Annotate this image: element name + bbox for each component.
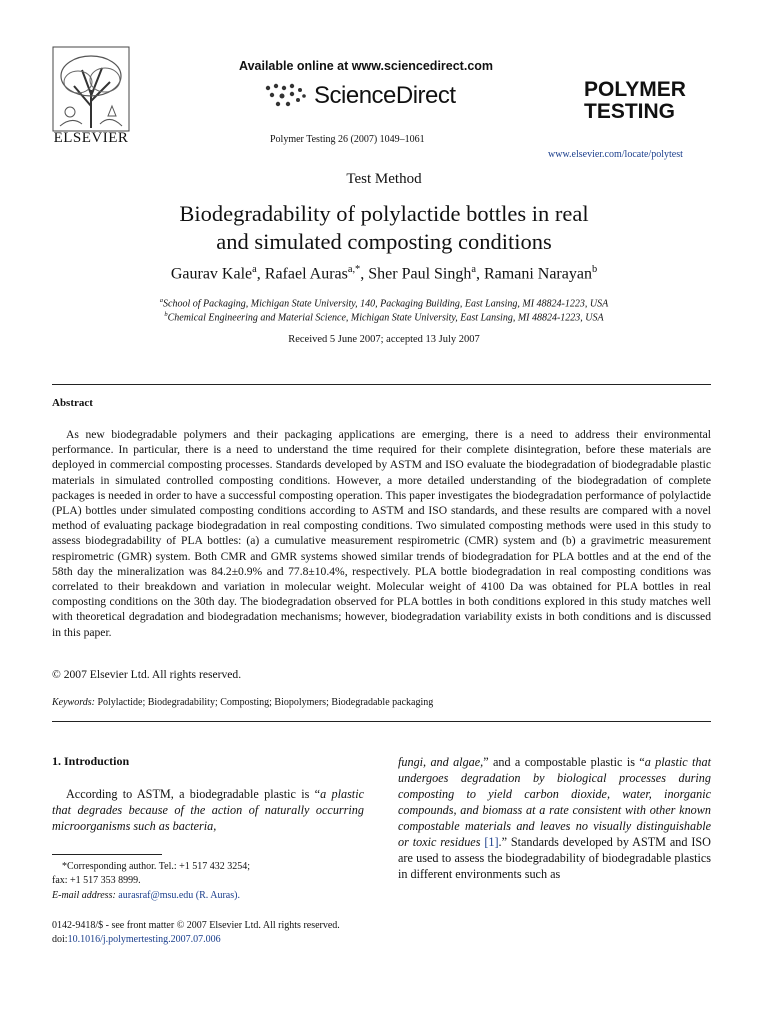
article-title <box>84 200 684 256</box>
keywords-list: Polylactide; Biodegradability; Composting; Biopolymers; Biodegradable packaging <box>97 697 434 708</box>
keywords-line <box>52 697 433 708</box>
email-link[interactable]: aurasraf@msu.edu (R. Auras). <box>118 890 240 901</box>
article-type-label: Test Method <box>346 171 422 187</box>
title-line-1: Biodegradability of polylactide bottles in real <box>179 201 589 226</box>
journal-citation: Polymer Testing 26 (2007) 1049–1061 <box>270 134 425 145</box>
author-affiliation-mark: a,* <box>347 264 361 275</box>
journal-title-line1: POLYMER <box>584 78 686 101</box>
publisher-name: ELSEVIER <box>53 130 129 146</box>
journal-title-logo <box>584 79 714 123</box>
footnote-corresponding: *Corresponding author. Tel.: +1 517 432 3254; fax: +1 517 353 8999. <box>52 861 251 886</box>
abstract-heading: Abstract <box>52 397 93 409</box>
author-affiliation-mark: a <box>471 264 476 275</box>
received-dates: Received 5 June 2007; accepted 13 July 2007 <box>288 334 480 345</box>
footnote-email: E-mail address: aurasraf@msu.edu (R. Auras). <box>52 890 240 901</box>
keywords-label: Keywords: <box>52 697 95 708</box>
reference-link[interactable]: [1] <box>484 835 499 849</box>
abstract-copyright: © 2007 Elsevier Ltd. All rights reserved. <box>52 668 242 681</box>
journal-title-line2: TESTING <box>584 100 676 123</box>
author-name[interactable]: Gaurav Kale <box>170 265 253 283</box>
divider-top <box>52 384 711 385</box>
affiliation-b: $^b$Chemical Engineering and Material Science, Michigan State University, East Lansing, MI 48824-1223, USA <box>164 311 604 324</box>
issn-line: 0142-9418/$ - see front matter © 2007 Elsevier Ltd. All rights reserved. <box>52 920 340 931</box>
journal-url-link[interactable]: www.elsevier.com/locate/polytest <box>548 149 683 160</box>
available-online-text: Available online at www.sciencedirect.com <box>239 59 494 73</box>
footnote-divider <box>52 854 162 855</box>
author-name[interactable]: Ramani Narayan <box>484 265 592 283</box>
author-name[interactable]: Sher Paul Singh <box>368 265 472 283</box>
section-heading-introduction: 1. Introduction <box>52 754 130 768</box>
doi-link[interactable]: 10.1016/j.polymertesting.2007.07.006 <box>67 934 221 945</box>
title-line-2: and simulated composting conditions <box>216 229 552 254</box>
author-affiliation-mark: b <box>591 264 598 275</box>
abstract-body: As new biodegradable polymers and their packaging applications are emerging, there is a need to address their environmental performance. In particular, there is a need to understand the time required for their complete disintegration, before these materials are deployed in commercial composting processes. Standards developed by ASTM and ISO evaluate the biodegradation of biodegradable plastic materials in simulated controlled composting conditions. However, a more detailed understanding of the biodegradation of complete packages is needed in order to have a successful composting operation. This paper investigates the biodegradation performance of polylactide (PLA) bottles under simulated composting conditions according to ASTM and ISO standards, and these results are compared with a novel method of evaluating package biodegradation in real composting conditions. Two simulated composting methods were used in this study to assess biodegradability of PLA bottles: (a) a cumulative measurement respirometric (CMR) system and (b) a gravimetric measurement respirometric (GMR) system. Both CMR and GMR systems showed similar trends of biodegradation for PLA bottles and at the end of the 58th day the mineralization was 84.2±0.9% and 77.8±10.4%, respectively. PLA bottle biodegradation in real composting conditions was correlated to their breakdown and variation in molecular weight. Molecular weight of 4100 Da was obtained for PLA bottles in real composting conditions on the 30th day. The biodegradation observed for PLA bottles in both conditions explored in this study matches well with theoretical degradation and biodegradation mechanisms; however, biodegradation variability exists in both conditions and is discussed in this paper. <box>52 428 711 639</box>
author-affiliation-mark: a <box>252 264 257 275</box>
sciencedirect-dots-icon <box>262 82 310 115</box>
elsevier-tree-logo <box>52 46 130 132</box>
intro-paragraph-left: According to ASTM, a biodegradable plastic is “a plastic that degrades because of the action of naturally occurring microorganisms such as bacteria, <box>52 787 364 833</box>
doi-line: doi:10.1016/j.polymertesting.2007.07.006 <box>52 934 221 945</box>
affiliation-a: $^a$School of Packaging, Michigan State University, 140, Packaging Building, East Lansing, MI 48824-1223, USA <box>159 297 609 310</box>
author-name[interactable]: Rafael Auras <box>264 265 348 283</box>
author-list: Gaurav Kale$^a$, Rafael Auras$^{a,*}$, Sher Paul Singh$^a$, Ramani Narayan$^b$ <box>170 264 598 283</box>
intro-paragraph-right: fungi, and algae,” and a compostable plastic is “a plastic that undergoes degradation by biological processes during composting to yield carbon dioxide, water, inorganic compounds, and biomass at a rate consistent with other known compostable materials and leaves no visually distinguishable or toxic residues [1].” Standards developed by ASTM and ISO are used to assess the biodegradability of biodegradable plastics in different environments such as <box>398 755 711 881</box>
divider-bottom <box>52 721 711 722</box>
sciencedirect-wordmark: ScienceDirect <box>314 82 456 109</box>
